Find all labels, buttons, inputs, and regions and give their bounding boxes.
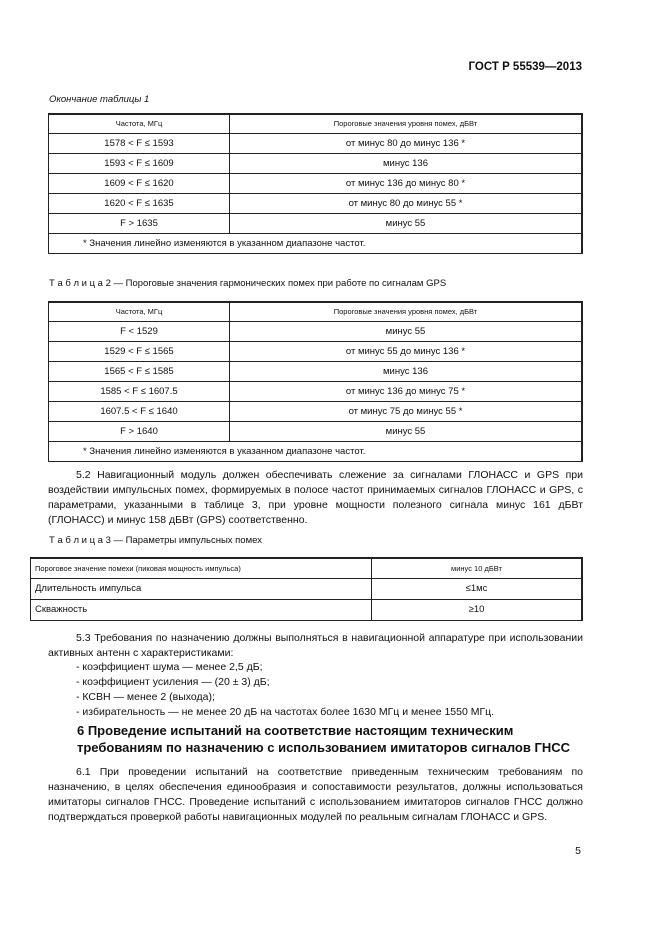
- table-row: [49, 381, 583, 401]
- table1-continuation-caption: Окончание таблицы 1: [49, 94, 150, 105]
- table2-cell: от минус 75 до минус 55 *: [230, 401, 583, 421]
- table1-cell: 1578 < F ≤ 1593: [49, 133, 230, 153]
- list-item: - коэффициент усиления — (20 ± 3) дБ;: [76, 676, 270, 688]
- table1-header-frequency: Частота, МГц: [49, 114, 230, 133]
- table2-cell: 1529 < F ≤ 1565: [49, 341, 230, 361]
- table-row: [31, 578, 583, 599]
- table3: [30, 557, 583, 621]
- table2-cell: F > 1640: [49, 421, 230, 441]
- table3-cell: Скважность: [31, 599, 372, 620]
- table2-header-threshold: Пороговые значения уровня помех, дБВт: [230, 302, 583, 321]
- table1-cell: от минус 136 до минус 80 *: [230, 173, 583, 193]
- standard-header: ГОСТ Р 55539—2013: [468, 61, 582, 73]
- table-row: [49, 341, 583, 361]
- table2-cell: от минус 136 до минус 75 *: [230, 381, 583, 401]
- table2-cell: 1585 < F ≤ 1607.5: [49, 381, 230, 401]
- table2-cell: минус 55: [230, 321, 583, 341]
- table3-caption: [49, 535, 262, 546]
- table1-cell: от минус 80 до минус 136 *: [230, 133, 583, 153]
- table-row: [49, 361, 583, 381]
- section-6-title-line1: 6 Проведение испытаний на соответствие настоящим техническим: [77, 723, 514, 738]
- table1-cell: 1593 < F ≤ 1609: [49, 153, 230, 173]
- table1: [48, 113, 583, 254]
- table-row: [49, 173, 583, 193]
- table-row: [49, 193, 583, 213]
- table2-cell: 1565 < F ≤ 1585: [49, 361, 230, 381]
- table2-header-frequency: Частота, МГц: [49, 302, 230, 321]
- table2-cell: минус 55: [230, 421, 583, 441]
- table3-header-parameter: Пороговое значение помехи (пиковая мощность импульса): [31, 558, 372, 578]
- table2-footnote: * Значения линейно изменяются в указанном диапазоне частот.: [49, 441, 583, 461]
- table-row: [49, 421, 583, 441]
- table1-cell: 1620 < F ≤ 1635: [49, 193, 230, 213]
- table2-caption: [49, 278, 446, 289]
- table3-label: Т а б л и ц а 3: [49, 535, 111, 546]
- paragraph-6-1: 6.1 При проведении испытаний на соответствие приведенным техническим требованиям по назначению, в целях обеспечения единообразия и сопоставимости результатов, должны использоваться имитаторы сигналов ГНСС. Проведение испытаний с использованием имитаторов сигналов ГНСС должно подтверждаться проверкой работы навигационных модулей по реальным сигналам ГЛОНАСС и GPS.: [48, 766, 583, 823]
- table1-header-threshold: Пороговые значения уровня помех, дБВт: [230, 114, 583, 133]
- table3-cell: ≥10: [372, 599, 583, 620]
- table1-cell: минус 136: [230, 153, 583, 173]
- table3-header-value: минус 10 дБВт: [372, 558, 583, 578]
- page-number: 5: [575, 845, 581, 857]
- antenna-characteristics-list: [76, 660, 494, 720]
- section-6-title-line2: требованиям по назначению с использованием имитаторов сигналов ГНСС: [77, 740, 570, 755]
- table3-cell: Длительность импульса: [31, 578, 372, 599]
- table1-cell: минус 55: [230, 213, 583, 233]
- table2: [48, 301, 583, 462]
- table2-cell: F < 1529: [49, 321, 230, 341]
- table-row: [49, 133, 583, 153]
- list-item: - КСВН — менее 2 (выхода);: [76, 691, 215, 703]
- list-item: - коэффициент шума — менее 2,5 дБ;: [76, 661, 263, 673]
- table2-label: Т а б л и ц а 2: [49, 278, 111, 289]
- table-row: [49, 213, 583, 233]
- table1-cell: 1609 < F ≤ 1620: [49, 173, 230, 193]
- table1-cell: F > 1635: [49, 213, 230, 233]
- table-row: [31, 599, 583, 620]
- paragraph-5-2: 5.2 Навигационный модуль должен обеспечивать слежение за сигналами ГЛОНАСС и GPS при воздействии импульсных помех, формируемых в полосе частот принимаемых сигналов ГЛОНАСС и GPS, с параметрами, указанными в таблице 3, при уровне мощности полезного сигнала минус 161 дБВт (ГЛОНАСС) и минус 158 дБВт (GPS) соответственно.: [48, 469, 583, 526]
- section-6-heading: [77, 722, 587, 756]
- table-row: [49, 153, 583, 173]
- table-row: [49, 321, 583, 341]
- table2-cell: 1607.5 < F ≤ 1640: [49, 401, 230, 421]
- table3-title: — Параметры импульсных помех: [110, 535, 262, 546]
- paragraph-5-3: 5.3 Требования по назначению должны выполняться в навигационной аппаратуре при использовании активных антенн с характеристиками:: [48, 632, 583, 659]
- table3-cell: ≤1мс: [372, 578, 583, 599]
- list-item: - избирательность — не менее 20 дБ на частотах более 1630 МГц и менее 1550 МГц.: [76, 706, 495, 718]
- table1-footnote: * Значения линейно изменяются в указанном диапазоне частот.: [49, 233, 583, 253]
- table2-cell: от минус 55 до минус 136 *: [230, 341, 583, 361]
- table1-cell: от минус 80 до минус 55 *: [230, 193, 583, 213]
- table2-title: — Пороговые значения гармонических помех при работе по сигналам GPS: [110, 278, 447, 289]
- table2-cell: минус 136: [230, 361, 583, 381]
- table-row: [49, 401, 583, 421]
